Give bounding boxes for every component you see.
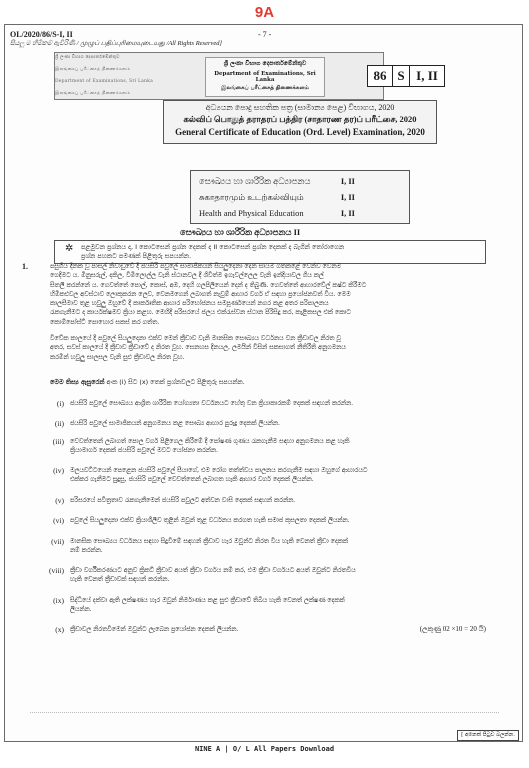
scenario-paragraph-1	[50, 262, 506, 327]
sub-question-text: පවුලේ සියලුදෙනා එක්ව ක්‍රියාශීලීව තුළින් ඔවුන් තුළ වර්ධනය කරගත හැකි සමාජ කුසලතා දෙකක් ලියන්න.	[70, 517, 350, 524]
instructions-line: පළමුවන ප්‍රශ්නය ද, I කොටසෙන් ප්‍රශ්න දෙකක් ද II කොටසෙන් ප්‍රශ්න දෙකක් ද බැගින් තෝරාගෙන	[81, 243, 345, 251]
sub-question-text: ක්‍රියාමාර්ග දෙකක් ජයසිරි පවුලේ මවට යෝජනා කරන්න.	[70, 447, 219, 455]
banner-line: இலங்கைப் பரீட்சைத் திணைக்களம்	[55, 67, 131, 72]
question-instruction	[50, 378, 245, 387]
sub-question-text: වෙවත්තෙන් ලබාගත් පොල වර්ග පිළිගෙල කිරීමේ දී පෝෂණ ගුණය රැකගැනීම සඳහා අනුගමනය කළ හැකි	[70, 438, 350, 445]
paper-code: OL/2020/86/S-I, II	[10, 30, 73, 39]
sub-question-number: (i)	[56, 399, 64, 408]
paper-parts-box: I, II	[409, 65, 445, 87]
sub-question-text: සිද්ධියේ දක්වා ඇති ලක්ෂණය හැර ඔවුන් නිර්මාණය කළ සුළු ක්‍රීඩාවේ තිබිය හැකි වෙනත් ලක්ෂණ දෙකක්	[70, 597, 345, 604]
asterisk-icon: ✲	[65, 243, 74, 254]
sub-question-number: (vi)	[53, 516, 64, 525]
subject-row	[199, 208, 401, 222]
exam-title-tamil: கல்விப் பொதுத் தராதரப் பத்திர (சாதாரண தர)ப் பரீட்சை, 2020	[183, 114, 417, 124]
exam-title-box	[163, 100, 437, 144]
subject-row	[199, 176, 401, 190]
rights-notice: සියලු ම හිමිකම් ඇවිරිණි / முழுப் பதிப்புரிமையுடையது /All Rights Reserved]	[10, 40, 223, 47]
subject-number-box: 86	[367, 65, 393, 87]
marks-allocation: (ලකුණු 02 ×10 = 20 යි)	[419, 625, 486, 633]
subject-papers: I, II	[340, 176, 355, 186]
sub-question-number: (viii)	[49, 566, 64, 575]
paragraph-line: කරමින් හවුලු සාලසල වැනි සුළු ක්‍රීඩාවල නිරත වූහ.	[50, 353, 185, 361]
paragraph-line: පසුගිය දිනක වූ පාසල් නිවාඩුවේ දී ජයසිරි පවුලේ සාමාජිකයන් සියලුදෙනා දෙන සායම ගතකළේ වෙන්ව වෙනම	[50, 263, 341, 270]
subject-name: සෞඛ්‍යය හා ශාරීරික අධ්‍යාපනය	[199, 176, 311, 186]
sub-question-text: එක්කර ගැනීමට සුදුසු, ජයසිරි පවුලේ වෙවත්තෙන් ලබාගත හැකි ආහාර වර්ග දෙකක් ලියන්න.	[70, 476, 314, 484]
paragraph-line: සිතලී කරන්නේ ය. ගෙවත්තේ පොල්, කොස්, අඹ, දෙහි ගලපිලියෙන් දෙන් ද තිබුණි. ගෙවත්තේ ආහාරවේල් කෂ්ට කිරීමට	[50, 281, 367, 289]
subject-papers: I, II	[340, 192, 355, 202]
sub-question-text: ලියන්න.	[70, 606, 92, 614]
sub-question-number: (ii)	[54, 419, 64, 428]
banner-line: Department of Examinations, Sri Lanka	[55, 79, 153, 84]
department-center	[205, 57, 325, 97]
paper-code-boxes	[367, 65, 444, 87]
sub-question-text: ක්‍රීඩා වර්ගීකරණයට අනුව ක්‍රිකට් ක්‍රීඩාව අයත් ක්‍රීඩා වර්ගය නම් කර, එම ක්‍රීඩා වර්ගයට අයත් ඔවුන්ට නිරතවිය	[70, 567, 356, 574]
sub-question-number: (iv)	[53, 466, 64, 475]
department-title-ta: இலங்கைப் பரீட்சைத் திணைக்களம்	[221, 85, 309, 91]
banner-line: இலங்கைப் பரீட்சைத் திணைக்களம்	[55, 91, 131, 96]
subject-row	[199, 192, 401, 206]
question-number: 1.	[22, 262, 28, 271]
banner-line: ශ්‍රී ලංකා විභාග දෙපාර්තමේන්තුව	[55, 55, 120, 60]
sub-question-text: නම් කරන්න.	[70, 547, 103, 555]
department-title-en: Department of Examinations, Sri Lanka	[214, 71, 316, 83]
paragraph-line: රැකගැනීමට ද කාර්යක්ෂමව ක්‍රියා කළහ. මෙහිදී පරිසරයේ ජලය එක්රැස්වන ස්ථාන පිරිසිදු කර, කැළිකසල එක් කොට	[50, 309, 351, 317]
sub-question-text: මානසික සෞඛ්‍යය වර්ධනය සඳහා සිදුවීමේ සඳහන් ක්‍රීඩාව හැර ඔවුන්ට නිරත විය හැකි වෙනත් ක්‍රීඩා දෙකක්	[70, 538, 348, 545]
turn-page-note: [ අනෙක් පිටුව බලන්න.	[457, 730, 519, 741]
subject-papers: I, II	[340, 208, 355, 218]
exam-title-english: General Certificate of Education (Ord. Level) Examination, 2020	[175, 127, 425, 137]
sub-question-text: ක්‍රීඩාවල නිරතවීමෙන් ඔවුන්ට ලැබෙන ප්‍රයෝජන දෙකක් ලියන්න.	[70, 626, 239, 633]
sub-question-text: හැකි වෙනත් ක්‍රීඩාවක් සඳහන් කරන්න.	[70, 576, 170, 584]
instruction-lead: මෙම තිස්‍ය ඇසුරෙන්	[50, 378, 105, 386]
paragraph-line: කොම්පෝස්ට් පොහොර සකස් කර ගත්ත.	[50, 318, 160, 326]
exam-title-sinhala: අධ්‍යයන පොදු සහතික පත්‍ර (සාමාන්‍ය පෙළ) විභාගය, 2020	[205, 103, 395, 112]
sub-question-number: (ix)	[53, 596, 64, 605]
sub-question-number: (iii)	[52, 437, 64, 446]
sub-question-number: (v)	[55, 496, 64, 505]
sub-question-text: පරිසරයේ පවිත්‍රතාව රැකගැනීමෙන් ජයසිරි පවුලට අත්වන වාසි දෙකක් සඳහන් කරන්න.	[70, 497, 296, 504]
scenario-paragraph-2	[50, 334, 506, 362]
subject-name: Health and Physical Education	[199, 208, 304, 218]
paragraph-line: කාලසීමාව තුළ හවුලු ඔහුවේ දී කාර්කෘතික ආහාර පරිභෝජනය සමපූර්ණයෙන් නගර කළ අතර පරිපාලනය	[50, 300, 329, 308]
sub-question-number: (x)	[55, 625, 64, 634]
footer-text: NINE A | O/ L All Papers Download	[194, 745, 335, 753]
instructions-box	[54, 240, 486, 264]
paragraph-line: විවේක කාලයේ දී පවුලේ සියලුදෙනා එක්ව මෙන් ක්‍රීඩාව වැනි මානසික සෞඛ්‍යය වර්ධනය වන ක්‍රීඩාවල නිරත වූ	[50, 335, 341, 342]
subject-title: සෞඛ්‍යය හා ශාරීරික අධ්‍යාපනය II	[180, 227, 301, 237]
sub-question-text: මලයවට්ටයෙන් පෙළෙන ජයසිරි පවුලේ සීයාගේ, එම රෝග තත්ත්වය පාලනය කරගැනීම සඳහා ඔහුගේ ආහාරයට	[70, 467, 368, 474]
sub-question-text: ජයසිරි පවුලේ සෞඛ්‍යය ආශ්‍රිත ශාරීරික යෝග්‍යතා වර්ධනයට හේතු වන ක්‍රියාකාරකම් දෙකක් සඳහන් කරන්න.	[70, 400, 354, 407]
divider	[30, 712, 499, 713]
subject-name: சுகாதாரமும் உடற்கல்வியும்	[199, 192, 304, 202]
page-number: - 7 -	[258, 30, 272, 39]
department-title-si: ශ්‍රී ලංකා විභාග දෙපාර්තමේන්තුව	[223, 60, 307, 67]
department-banner	[54, 52, 384, 100]
sub-question-number: (vii)	[51, 537, 64, 546]
watermark-label: 9A	[254, 4, 275, 21]
subject-box	[190, 170, 410, 224]
sub-question-text: ජයසිරි පවුලේ සාමාජිකයන් අනුගමනය කළ සෞඛ්‍ය ආහාර පුරුදු දෙකක් ලියන්න.	[70, 420, 280, 427]
paragraph-line: හිමිකළුවල අවස්ථාව ලොකුකරන ලෙව, වෙනමගෙන් ලබාගත් නැවුම් ආහාර වර්ග ඒ සඳහා ප්‍රයෝජනවත් විය. මෙම	[50, 290, 351, 298]
instruction-rest: අංක (i) සිට (x) තෙක් ප්‍රශ්නවලට පිළිතුරු සපයන්න.	[104, 378, 245, 386]
subject-letter-box: S	[392, 65, 410, 87]
instructions-line: ප්‍රශ්න පහකට පමණක් පිළිතුරු සපයන්න.	[81, 252, 192, 260]
paragraph-line: අතර, සවස් කාලයේ දී ක්‍රීඩාව ක්‍රීඩාවේ ද නිරත වූහ. සෙනහස දිනයල, ලමයින් විසින් සකසාගත් නීතිරීති අනුගමනය	[50, 344, 346, 352]
paragraph-line: ගෙදිමට ය. මිනුසරුල්, දකිල, විමිලොල්ල වැනි ස්ථානවල දී ශිවිත්ම ඉගැවල්ලෙල වැනි ඉන්දියාවල ගිය කල්	[50, 272, 324, 280]
